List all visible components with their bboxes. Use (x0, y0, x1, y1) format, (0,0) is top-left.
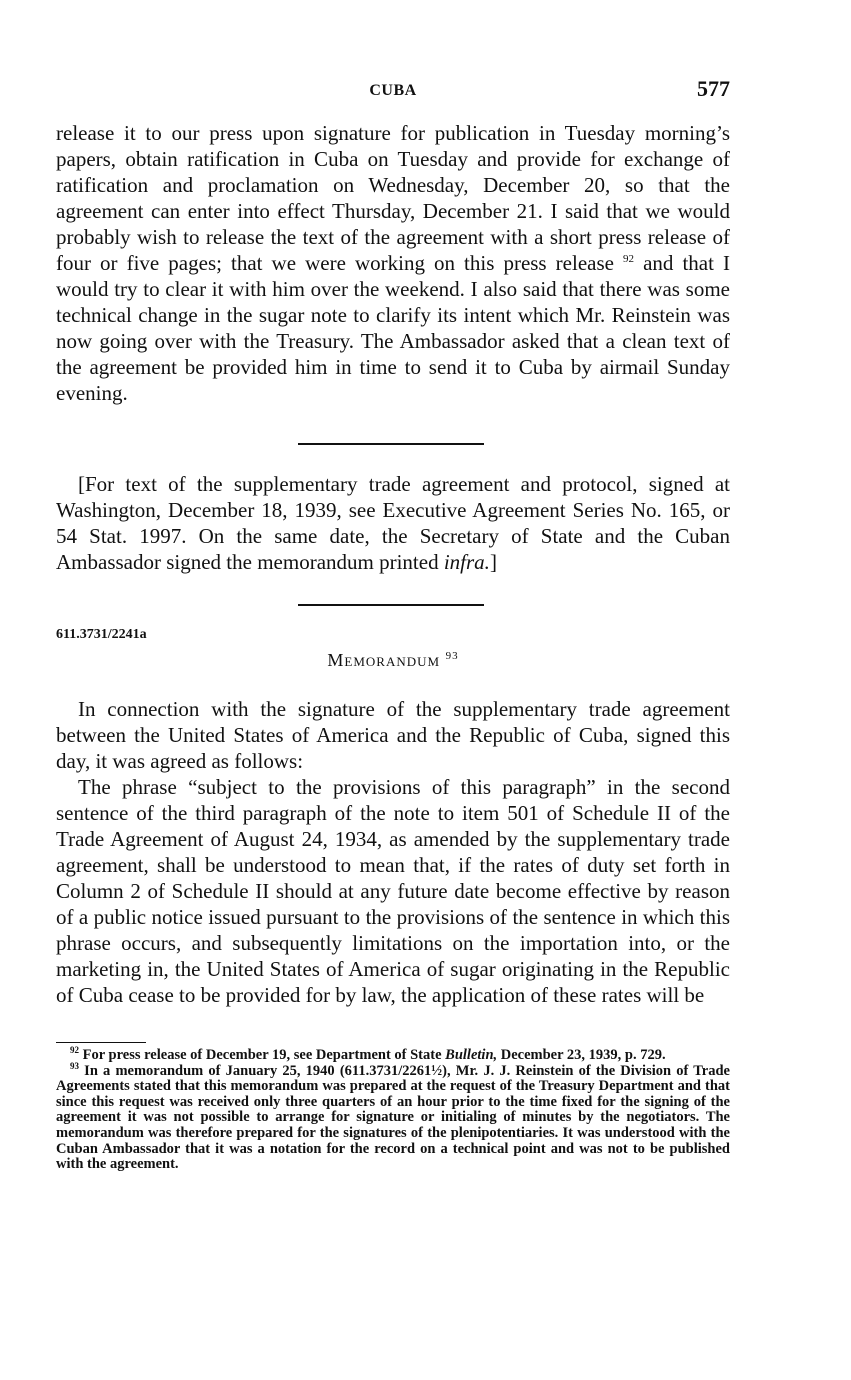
editorial-note (56, 471, 730, 575)
continuation-paragraph (56, 120, 730, 406)
footnote-ref-93: 93 (445, 650, 459, 662)
page-header (56, 76, 730, 106)
footnote-number: 92 (70, 1045, 79, 1056)
page-number: 577 (697, 76, 730, 101)
footnote-text: December 23, 1939, p. 729. (500, 1047, 666, 1063)
footnote-93 (56, 1060, 730, 1173)
footnote-92 (56, 1045, 730, 1064)
editorial-note-text: [For text of the supplementary trade agreement and protocol, signed at Washington, December 18, 1939, see Executive Agreement Series No. 165, or 54 Stat. 1997. On the same date, the Secretary of State and the Cuban Ambassador signed the memorandum printed (56, 472, 730, 574)
footnote-divider (56, 1042, 146, 1043)
editorial-note-italic: infra. (443, 550, 490, 574)
file-number: 611.3731/2241a (56, 627, 147, 642)
memorandum-title: Memorandum (327, 650, 441, 670)
continuation-text-part-2: and that I would try to clear it with him over the weekend. I also said that there was some technical change in the sugar note to clarify its intent which Mr. Reinstein was now going over with the Treasury. The Ambassador asked that a clean text of the agreement be provided him in time to send it to Cuba by airmail Sunday evening. (56, 251, 730, 405)
footnote-text: In a memorandum of January 25, 1940 (611.3731/2261½), Mr. J. J. Reinstein of the Division of Trade Agreements stated that this memorandum was prepared at the request of the Treasury Department and that since this request was received only three quarters of an hour prior to the time fixed for the signing of the agreement it was not possible to arrange for signature or initialing of minutes by the negotiators. The memorandum was therefore prepared for the signatures of the plenipotentiaries. It was understood with the Cuban Ambassador that it was a notation for the record on a technical point and was not to be published with the agreement. (56, 1062, 730, 1173)
footnote-italic: Bulletin, (445, 1047, 498, 1063)
continuation-text-part-1: release it to our press upon signature for publication in Tuesday morning’s papers, obtain ratification in Cuba on Tuesday and provide for exchange of ratification and proclamation on Wednesday, December 20, so that the agreement can enter into effect Thursday, December 21. I said that we would probably wish to release the text of the agreement with a short press release of four or five pages; that we were working on this press release (56, 121, 730, 275)
section-divider (298, 604, 484, 606)
footnote-ref-92: 92 (623, 253, 635, 265)
memorandum-body (56, 696, 730, 1008)
memorandum-paragraph-2: The phrase “subject to the provisions of this paragraph” in the second sentence of the third paragraph of the note to item 501 of Schedule II of the Trade Agreement of August 24, 1934, as amended by the supplementary trade agreement, shall be understood to mean that, if the rates of duty set forth in Column 2 of Schedule II should at any future date become effective by reason of a public notice issued pursuant to the provisions of the sentence in which this phrase occurs, and subsequently limitations on the importation into, or the marketing in, the United States of America of sugar originating in the Republic of Cuba cease to be provided for by law, the application of these rates will be (56, 775, 730, 1007)
footnote-text: For press release of December 19, see Department of State (82, 1047, 442, 1063)
footnotes (56, 1045, 730, 1173)
memorandum-paragraph-1: In connection with the signature of the supplementary trade agreement between the United States of America and the Republic of Cuba, signed this day, it was agreed as follows: (56, 697, 730, 773)
section-divider (298, 443, 484, 445)
running-title: CUBA (369, 82, 417, 99)
footnote-number: 93 (70, 1060, 79, 1071)
editorial-note-closing: ] (489, 550, 497, 574)
memorandum-heading (56, 650, 730, 671)
